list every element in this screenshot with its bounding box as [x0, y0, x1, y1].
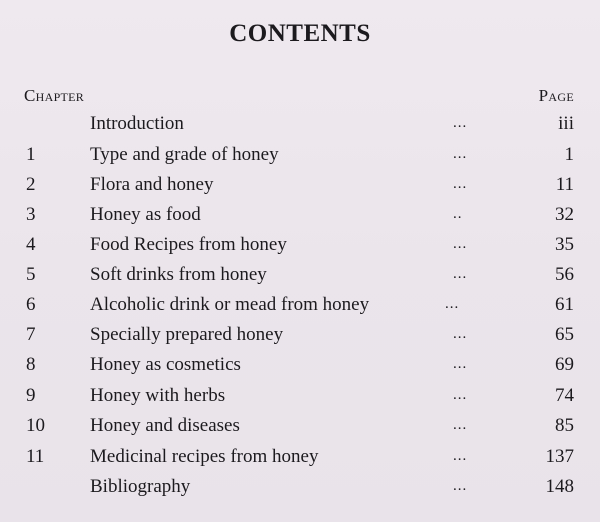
toc-entry — [0, 264, 600, 294]
page-title: CONTENTS — [229, 20, 371, 47]
chapter-column-header: Chapter — [24, 86, 85, 105]
page-number: 69 — [555, 354, 574, 375]
page-number: 1 — [564, 144, 574, 165]
chapter-number: 7 — [26, 324, 36, 345]
page-number: 74 — [555, 385, 574, 406]
chapter-number: 8 — [26, 354, 36, 375]
entry-title: Specially prepared honey — [90, 324, 284, 345]
toc-entry — [0, 294, 600, 324]
entry-title: Bibliography — [90, 476, 191, 497]
toc-entry — [0, 234, 600, 264]
dot-leader: ... — [453, 417, 468, 433]
chapter-number: 1 — [26, 144, 36, 165]
page-number: 35 — [555, 234, 574, 255]
entry-title: Alcoholic drink or mead from honey — [90, 294, 370, 315]
entry-title: Type and grade of honey — [90, 144, 279, 165]
chapter-number: 9 — [26, 385, 36, 406]
entry-title: Honey with herbs — [90, 385, 226, 406]
chapter-number: 3 — [26, 204, 36, 225]
chapter-number: 11 — [26, 446, 45, 467]
toc-entry — [0, 324, 600, 354]
page-number: 148 — [545, 476, 574, 497]
dot-leader: ... — [453, 115, 468, 131]
toc-entry — [0, 174, 600, 204]
page-number: 61 — [555, 294, 574, 315]
entry-title: Food Recipes from honey — [90, 234, 287, 255]
dot-leader: ... — [445, 296, 460, 312]
entry-title: Honey as food — [90, 204, 201, 225]
entry-title: Soft drinks from honey — [90, 264, 267, 285]
entry-title: Introduction — [90, 113, 184, 134]
entry-title: Honey as cosmetics — [90, 354, 241, 375]
dot-leader: ... — [453, 176, 468, 192]
entry-title: Honey and diseases — [90, 415, 240, 436]
toc-entry — [0, 476, 600, 506]
page-number: 11 — [555, 174, 574, 195]
page-number: 65 — [555, 324, 574, 345]
dot-leader: .. — [453, 206, 463, 222]
entry-title: Medicinal recipes from honey — [90, 446, 319, 467]
toc-entry — [0, 204, 600, 234]
chapter-number: 4 — [26, 234, 36, 255]
chapter-number: 2 — [26, 174, 36, 195]
dot-leader: ... — [453, 236, 468, 252]
toc-entry — [0, 415, 600, 445]
page-number: 85 — [555, 415, 574, 436]
entry-title: Flora and honey — [90, 174, 214, 195]
dot-leader: ... — [453, 387, 468, 403]
page-number: 32 — [555, 204, 574, 225]
chapter-number: 10 — [26, 415, 45, 436]
toc-entry — [0, 446, 600, 476]
page-number: 56 — [555, 264, 574, 285]
chapter-number: 5 — [26, 264, 36, 285]
dot-leader: ... — [453, 356, 468, 372]
dot-leader: ... — [453, 266, 468, 282]
page-number: 137 — [545, 446, 574, 467]
chapter-number: 6 — [26, 294, 36, 315]
toc-entry — [0, 354, 600, 384]
toc-entry — [0, 113, 600, 143]
toc-entry — [0, 144, 600, 174]
dot-leader: ... — [453, 448, 468, 464]
toc-entry — [0, 385, 600, 415]
dot-leader: ... — [453, 326, 468, 342]
page-number: iii — [558, 113, 574, 134]
dot-leader: ... — [453, 478, 468, 494]
dot-leader: ... — [453, 146, 468, 162]
page-column-header: Page — [538, 86, 574, 105]
